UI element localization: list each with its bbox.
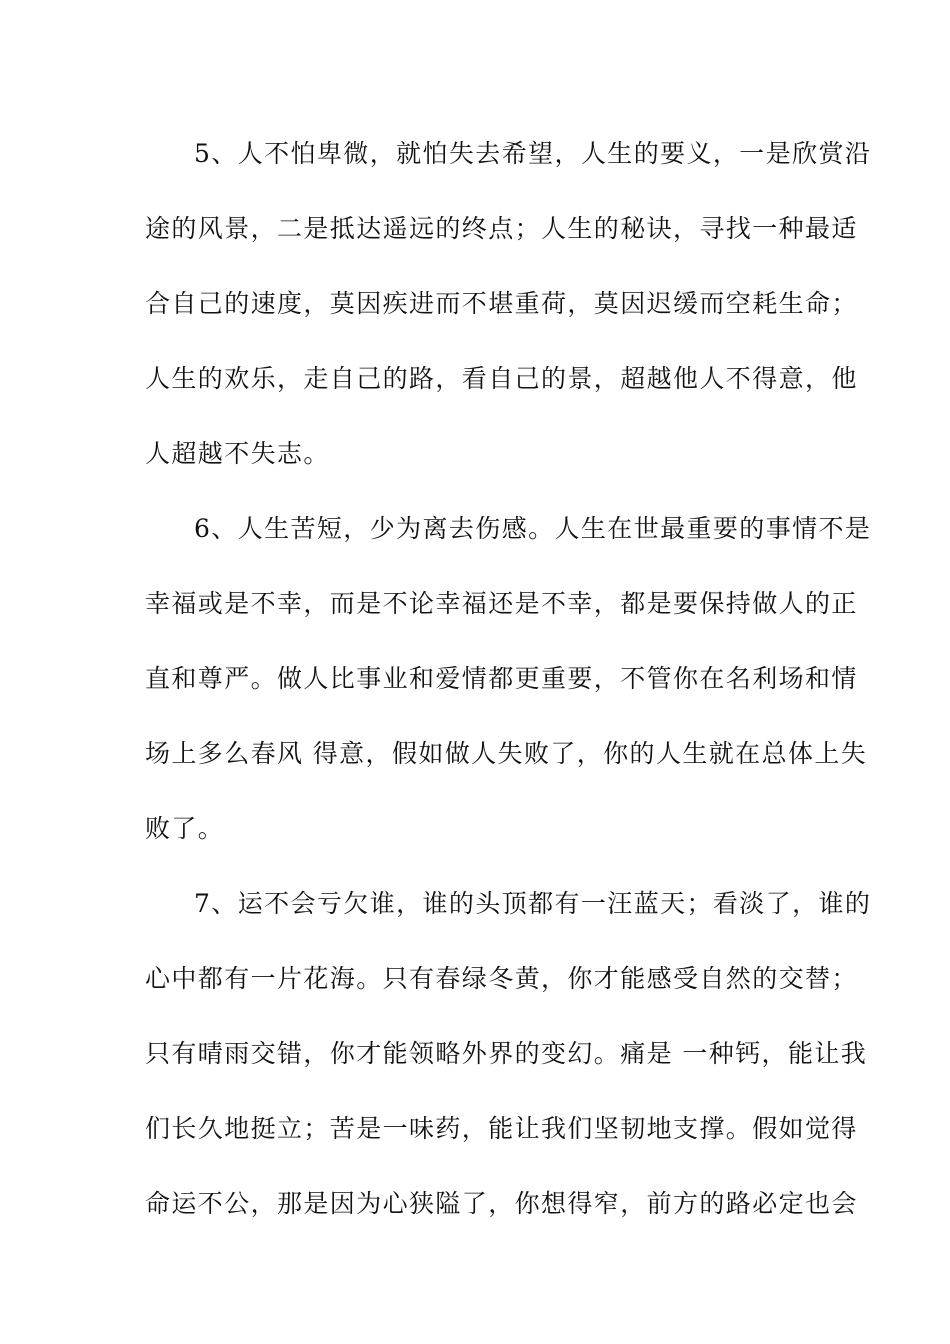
text-line: 们长久地挺立；苦是一味药，能让我们坚韧地支撑。假如觉得 — [145, 1114, 858, 1143]
text-line: 幸福或是不幸，而是不论幸福还是不幸，都是要保持做人的正 — [145, 589, 858, 618]
text-line: 心中都有一片花海。只有春绿冬黄，你才能感受自然的交替； — [145, 964, 858, 993]
text-line: 5、人不怕卑微，就怕失去希望，人生的要义，一是欣赏沿 — [194, 139, 872, 168]
text-line: 命运不公，那是因为心狭隘了，你想得窄，前方的路必定也会 — [145, 1189, 858, 1218]
text-line: 途的风景，二是抵达遥远的终点；人生的秘诀，寻找一种最适 — [145, 214, 858, 243]
text-line: 合自己的速度，莫因疾进而不堪重荷，莫因迟缓而空耗生命； — [145, 289, 858, 318]
document-body — [145, 126, 872, 1251]
text-line: 败了。 — [145, 814, 225, 843]
paragraph-6 — [145, 501, 872, 876]
text-line: 6、人生苦短，少为离去伤感。人生在世最重要的事情不是 — [194, 514, 872, 543]
paragraph-5 — [145, 126, 872, 501]
text-line: 场上多么春风 得意，假如做人失败了，你的人生就在总体上失 — [145, 739, 868, 768]
text-line: 直和尊严。做人比事业和爱情都更重要，不管你在名利场和情 — [145, 664, 858, 693]
text-line: 只有晴雨交错，你才能领略外界的变幻。痛是 一种钙，能让我 — [145, 1039, 868, 1068]
text-line: 人超越不失志。 — [145, 439, 330, 468]
paragraph-7 — [145, 876, 872, 1251]
text-line: 7、运不会亏欠谁，谁的头顶都有一汪蓝天；看淡了，谁的 — [194, 889, 872, 918]
text-line: 人生的欢乐，走自己的路，看自己的景，超越他人不得意，他 — [145, 364, 858, 393]
